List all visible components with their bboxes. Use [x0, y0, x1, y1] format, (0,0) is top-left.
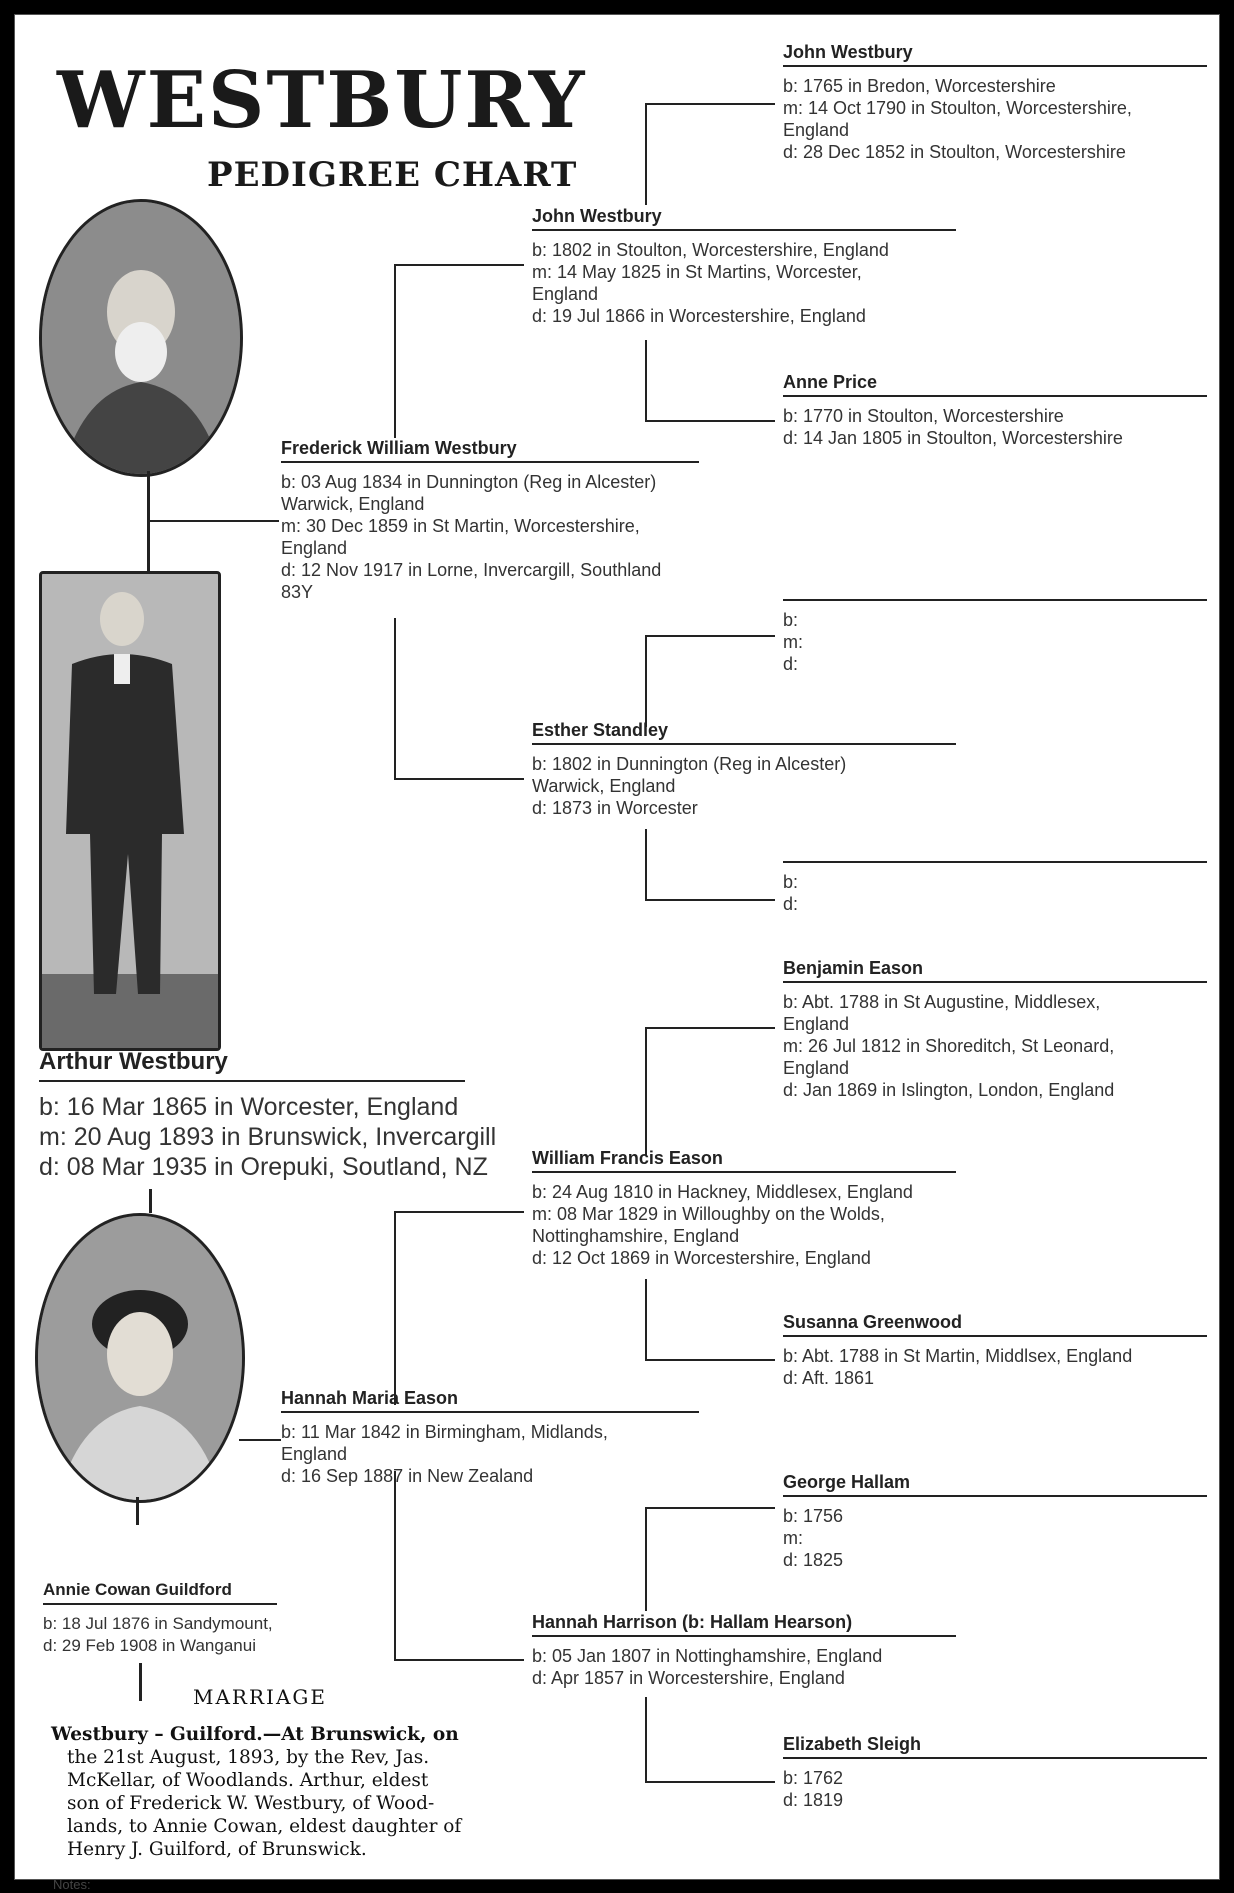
detail-line: England	[281, 538, 348, 558]
clipping-line: Westbury – Guilford.—At Brunswick, on	[51, 1724, 459, 1745]
detail-line: d: 16 Sep 1887 in New Zealand	[281, 1466, 534, 1486]
person-george	[783, 1471, 1207, 1571]
detail-line: d: Aft. 1861	[783, 1368, 875, 1388]
connector	[645, 635, 775, 637]
detail-line: England	[783, 1058, 850, 1078]
portrait-standing-man-image	[42, 574, 218, 1048]
connector	[645, 899, 775, 901]
connector	[645, 1507, 647, 1611]
connector	[645, 1697, 647, 1783]
person-elizabeth	[783, 1733, 1207, 1811]
connector	[645, 1359, 775, 1361]
clipping-line: lands, to Annie Cowan, eldest daughter of	[67, 1816, 462, 1837]
chart-title: WESTBURY	[57, 55, 587, 146]
detail-line: m: 14 May 1825 in St Martins, Worcester,	[532, 262, 862, 282]
clipping-line: the 21st August, 1893, by the Rev, Jas.	[67, 1747, 430, 1768]
detail-line: England	[532, 284, 599, 304]
detail-line: b: 1765 in Bredon, Worcestershire	[783, 76, 1056, 96]
detail-line: b: 1770 in Stoulton, Worcestershire	[783, 406, 1064, 426]
photo-frederick	[39, 199, 243, 477]
person-anne-price	[783, 371, 1207, 449]
detail-line: d:	[783, 894, 799, 914]
connector	[645, 1027, 647, 1155]
person-name: Elizabeth Sleigh	[783, 1733, 1207, 1759]
detail-line: m: 08 Mar 1829 in Willoughby on the Wolds,	[532, 1204, 885, 1224]
detail-line: d: 1819	[783, 1790, 844, 1810]
portrait-woman-image	[38, 1216, 242, 1500]
detail-line: 83Y	[281, 582, 314, 602]
detail-line: England	[281, 1444, 348, 1464]
detail-line: Nottinghamshire, England	[532, 1226, 740, 1246]
connector	[645, 1279, 647, 1361]
person-frederick	[281, 437, 699, 603]
connector	[645, 1781, 775, 1783]
person-name: Anne Price	[783, 371, 1207, 397]
detail-line: England	[783, 1014, 850, 1034]
connector	[394, 1211, 396, 1405]
person-john-1765	[783, 41, 1207, 163]
chart-frame	[14, 14, 1220, 1892]
death-line: d: 29 Feb 1908 in Wanganui	[43, 1636, 256, 1655]
clipping-line: son of Frederick W. Westbury, of Wood-	[67, 1793, 435, 1814]
connector	[645, 420, 775, 422]
detail-line: Warwick, England	[532, 776, 676, 796]
connector	[139, 1663, 142, 1701]
detail-line: b: 11 Mar 1842 in Birmingham, Midlands,	[281, 1422, 608, 1442]
person-name: Benjamin Eason	[783, 957, 1207, 983]
detail-line: b: 03 Aug 1834 in Dunnington (Reg in Alcester)	[281, 472, 657, 492]
person-name: Esther Standley	[532, 719, 956, 745]
person-esther	[532, 719, 956, 819]
person-susanna	[783, 1311, 1207, 1389]
person-name: John Westbury	[783, 41, 1207, 67]
chart-subtitle: PEDIGREE CHART	[207, 155, 578, 195]
detail-line: b: 1802 in Dunnington (Reg in Alcester)	[532, 754, 847, 774]
detail-line: b: 1762	[783, 1768, 844, 1788]
detail-line: b: 1756	[783, 1506, 844, 1526]
person-john-1802	[532, 205, 956, 327]
person-name: Arthur Westbury	[39, 1047, 465, 1082]
connector	[394, 1471, 396, 1660]
connector	[645, 635, 647, 727]
connector	[149, 520, 279, 522]
detail-line: d: 19 Jul 1866 in Worcestershire, England	[532, 306, 866, 326]
connector	[394, 1659, 524, 1661]
detail-line: m: 14 Oct 1790 in Stoulton, Worcestershire,	[783, 98, 1132, 118]
detail-line: m: 30 Dec 1859 in St Martin, Worcestershire,	[281, 516, 640, 536]
person-name	[783, 581, 1207, 601]
detail-line: d: 12 Nov 1917 in Lorne, Invercargill, Southland	[281, 560, 662, 580]
clipping-line: Henry J. Guilford, of Brunswick.	[67, 1839, 367, 1860]
detail-line: b: Abt. 1788 in St Martin, Middlsex, England	[783, 1346, 1133, 1366]
marriage-line: m: 20 Aug 1893 in Brunswick, Invercargill	[39, 1123, 497, 1151]
birth-line: b: 18 Jul 1876 in Sandymount,	[43, 1614, 273, 1633]
person-benjamin	[783, 957, 1207, 1101]
detail-line: d: 14 Jan 1805 in Stoulton, Worcestershire	[783, 428, 1123, 448]
connector	[645, 1507, 775, 1509]
clipping-line: McKellar, of Woodlands. Arthur, eldest	[67, 1770, 429, 1791]
person-name: Hannah Maria Eason	[281, 1387, 699, 1413]
detail-line: England	[783, 120, 850, 140]
marriage-clipping	[51, 1723, 471, 1861]
person-name	[783, 843, 1207, 863]
detail-line: m: 26 Jul 1812 in Shoreditch, St Leonard,	[783, 1036, 1115, 1056]
connector	[394, 618, 396, 779]
death-line: d: 08 Mar 1935 in Orepuki, Soutland, NZ	[39, 1153, 488, 1181]
person-unknown-father	[783, 581, 1207, 675]
person-hannah-harrison	[532, 1611, 956, 1689]
connector	[239, 1439, 281, 1441]
birth-line: b: 16 Mar 1865 in Worcester, England	[39, 1093, 459, 1121]
person-name: Susanna Greenwood	[783, 1311, 1207, 1337]
detail-line: b: 24 Aug 1810 in Hackney, Middlesex, England	[532, 1182, 913, 1202]
person-annie	[43, 1579, 277, 1657]
detail-line: Warwick, England	[281, 494, 425, 514]
connector	[645, 103, 647, 205]
photo-arthur	[39, 571, 221, 1051]
detail-line: b: 05 Jan 1807 in Nottinghamshire, England	[532, 1646, 883, 1666]
detail-line: d: Jan 1869 in Islington, London, England	[783, 1080, 1115, 1100]
person-arthur	[39, 1047, 497, 1182]
notes-label: Notes:	[53, 1877, 91, 1892]
detail-line: m:	[783, 632, 803, 652]
connector	[645, 340, 647, 422]
person-name: John Westbury	[532, 205, 956, 231]
person-hannah-maria	[281, 1387, 699, 1487]
photo-annie	[35, 1213, 245, 1503]
detail-line: b:	[783, 872, 799, 892]
connector	[645, 829, 647, 901]
connector	[645, 103, 775, 105]
detail-line: b: Abt. 1788 in St Augustine, Middlesex,	[783, 992, 1101, 1012]
connector	[136, 1497, 139, 1525]
detail-line: d:	[783, 654, 799, 674]
marriage-heading: MARRIAGE	[193, 1685, 327, 1709]
detail-line: d: 1873 in Worcester	[532, 798, 698, 818]
person-name: Hannah Harrison (b: Hallam Hearson)	[532, 1611, 956, 1637]
detail-line: b: 1802 in Stoulton, Worcestershire, England	[532, 240, 889, 260]
person-name: William Francis Eason	[532, 1147, 956, 1173]
connector	[645, 1027, 775, 1029]
connector	[394, 778, 524, 780]
connector	[394, 264, 396, 438]
detail-line: b:	[783, 610, 799, 630]
person-unknown-mother	[783, 843, 1207, 915]
detail-line: d: 1825	[783, 1550, 844, 1570]
connector	[149, 1189, 152, 1213]
person-william	[532, 1147, 956, 1269]
detail-line: d: Apr 1857 in Worcestershire, England	[532, 1668, 845, 1688]
detail-line: d: 12 Oct 1869 in Worcestershire, England	[532, 1248, 871, 1268]
portrait-old-man-image	[42, 202, 240, 474]
connector	[394, 1211, 524, 1213]
detail-line: d: 28 Dec 1852 in Stoulton, Worcestershire	[783, 142, 1126, 162]
connector	[394, 264, 524, 266]
person-name: George Hallam	[783, 1471, 1207, 1497]
person-name: Frederick William Westbury	[281, 437, 699, 463]
person-name: Annie Cowan Guildford	[43, 1579, 277, 1605]
detail-line: m:	[783, 1528, 803, 1548]
